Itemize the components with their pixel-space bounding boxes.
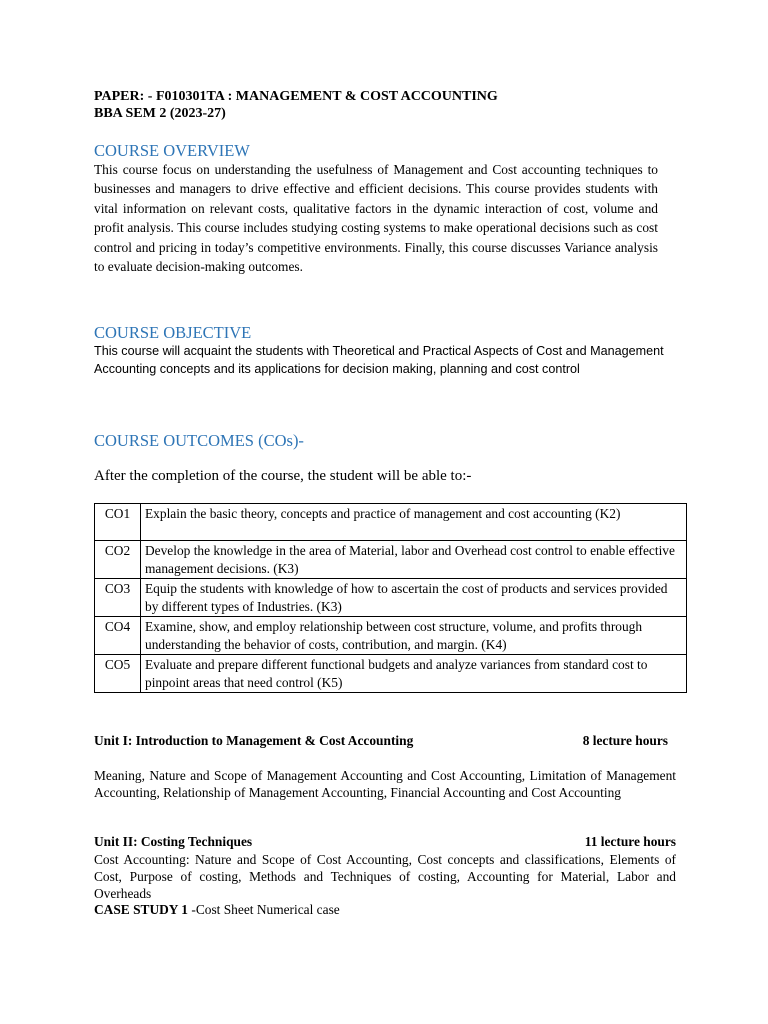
case-study-line	[94, 902, 340, 918]
co-code: CO2	[95, 541, 141, 579]
co-code: CO3	[95, 579, 141, 617]
co-description: Equip the students with knowledge of how to ascertain the cost of products and services provided by different types of Industries. (K3)	[141, 579, 687, 617]
course-outcomes-table	[94, 503, 687, 693]
co-description: Evaluate and prepare different functional budgets and analyze variances from standard cost to pinpoint areas that need control (K5)	[141, 655, 687, 693]
unit-1-hours: 8 lecture hours	[582, 733, 668, 748]
unit-2-content: Cost Accounting: Nature and Scope of Cost Accounting, Cost concepts and classifications, Elements of Cost, Purpose of costing, Methods and Techniques of costing, Accounting for Material, Labor and Overheads	[94, 852, 676, 901]
course-overview-text: This course focus on understanding the usefulness of Management and Cost accounting techniques to businesses and managers to drive effective and efficient decisions. This course provides students with vital information on relevant costs, qualitative factors in the dynamic interaction of cost, volume and profit analysis. This course includes studying costing systems to make operational decisions such as cost control and pricing in today’s competitive environments. Finally, this course discusses Variance analysis to evaluate decision-making outcomes.	[94, 162, 658, 275]
unit-2-header	[94, 834, 676, 850]
co-code: CO5	[95, 655, 141, 693]
unit-1-content: Meaning, Nature and Scope of Management Accounting and Cost Accounting, Limitation of Management Accounting, Relationship of Management Accounting, Financial Accounting and Cost Accounting	[94, 768, 676, 800]
paper-title: PAPER: - F010301TA : MANAGEMENT & COST ACCOUNTING	[94, 89, 498, 104]
course-overview-heading: COURSE OVERVIEW	[94, 141, 250, 160]
case-study-text: -Cost Sheet Numerical case	[188, 902, 340, 917]
table-row	[95, 579, 687, 617]
co-description: Explain the basic theory, concepts and practice of management and cost accounting (K2)	[141, 504, 687, 541]
co-code: CO1	[95, 504, 141, 541]
co-description: Examine, show, and employ relationship between cost structure, volume, and profits through understanding the behavior of costs, contribution, and margin. (K4)	[141, 617, 687, 655]
unit-1-title: Unit I: Introduction to Management & Cost Accounting	[94, 733, 414, 748]
case-study-label: CASE STUDY 1	[94, 902, 189, 917]
course-outcomes-heading: COURSE OUTCOMES (COs)-	[94, 431, 304, 450]
table-row	[95, 655, 687, 693]
unit-2-title: Unit II: Costing Techniques	[94, 834, 253, 849]
course-objective-text: This course will acquaint the students with Theoretical and Practical Aspects of Cost and Management Accounting concepts and its applications for decision making, planning and cost control	[94, 344, 664, 376]
course-objective-heading: COURSE OBJECTIVE	[94, 323, 252, 342]
table-row	[95, 504, 687, 541]
co-description: Develop the knowledge in the area of Material, labor and Overhead cost control to enable effective management decisions. (K3)	[141, 541, 687, 579]
co-code: CO4	[95, 617, 141, 655]
course-outcomes-intro: After the completion of the course, the student will be able to:-	[94, 468, 472, 484]
unit-1-header	[94, 733, 676, 749]
table-row	[95, 541, 687, 579]
table-row	[95, 617, 687, 655]
semester-line: BBA SEM 2 (2023-27)	[94, 106, 226, 121]
unit-2-hours: 11 lecture hours	[584, 834, 676, 849]
